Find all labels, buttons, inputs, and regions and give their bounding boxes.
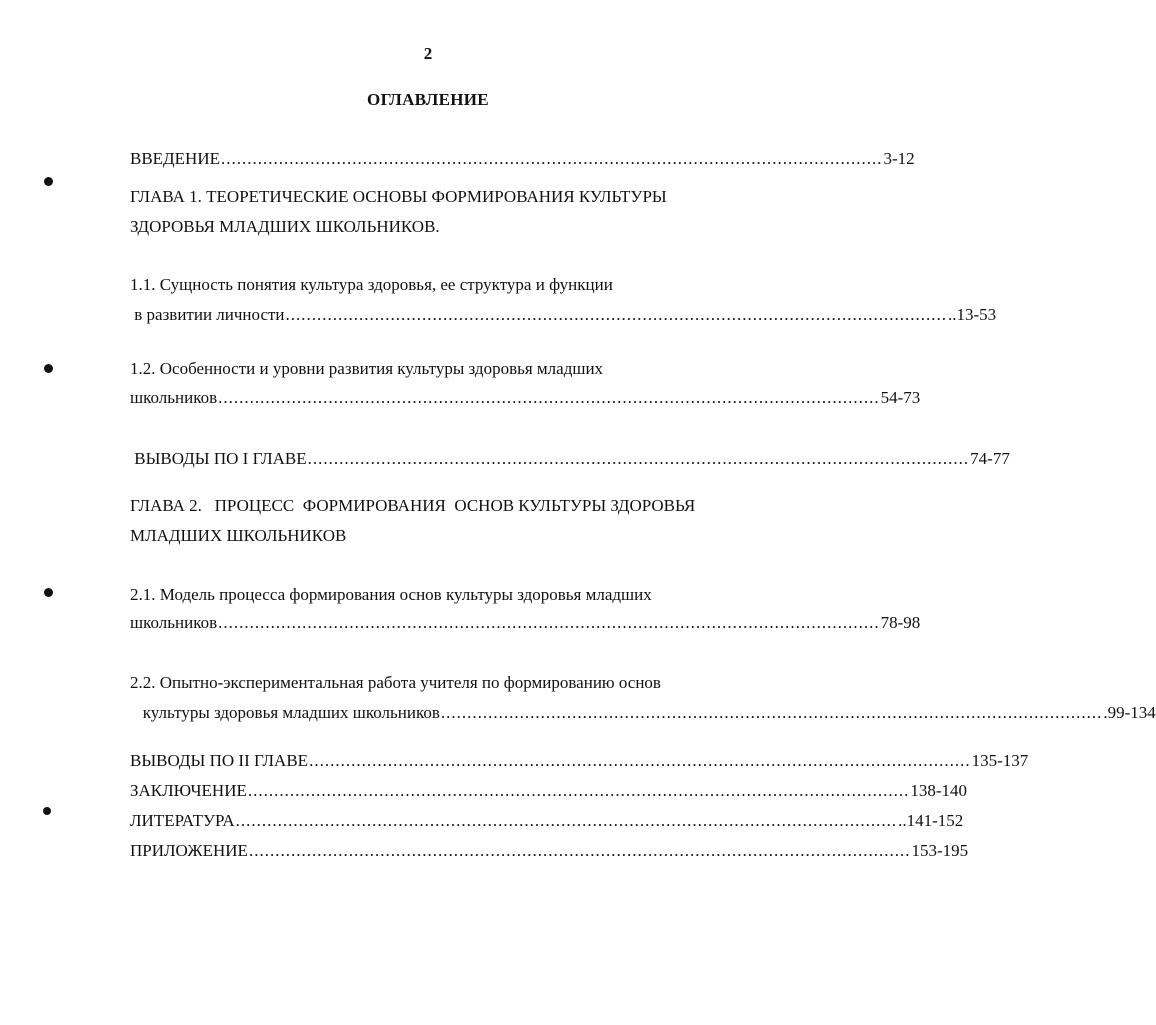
binder-hole-mark — [44, 364, 53, 373]
toc-section-1-2-line1[interactable]: 1.2. Особенности и уровни развития культуры здоровья младших — [130, 359, 604, 378]
toc-entry-pages: 153-195 — [911, 841, 969, 860]
toc-section-2-1-line1[interactable]: 2.1. Модель процесса формирования основ культуры здоровья младших — [130, 585, 652, 604]
toc-section-1-1[interactable] — [130, 304, 997, 326]
page-number: 2 — [423, 44, 433, 63]
toc-chapter2-line2[interactable]: МЛАДШИХ ШКОЛЬНИКОВ — [130, 526, 347, 545]
toc-section-2-1[interactable] — [130, 612, 921, 634]
binder-hole-mark — [44, 588, 53, 597]
leader-dots: .............................................................................................................................. — [235, 811, 898, 830]
toc-entry-label: ВЫВОДЫ ПО I ГЛАВЕ — [130, 449, 307, 468]
toc-section-1-1-line1[interactable]: 1.1. Сущность понятия культура здоровья, ее структура и функции — [130, 275, 613, 294]
toc-entry-label: ВВЕДЕНИЕ — [130, 149, 220, 168]
toc-entry-conclusions-1[interactable] — [130, 448, 1010, 470]
toc-entry-conclusions-2[interactable] — [130, 750, 1029, 772]
toc-entry-label: ВЫВОДЫ ПО II ГЛАВЕ — [130, 751, 309, 770]
toc-entry-pages: ..141-152 — [898, 811, 964, 830]
toc-chapter2-line1[interactable]: ГЛАВА 2. ПРОЦЕСС ФОРМИРОВАНИЯ ОСНОВ КУЛЬТУРЫ ЗДОРОВЬЯ — [130, 496, 696, 515]
toc-section-2-2[interactable] — [130, 702, 1156, 724]
toc-entry-label: культуры здоровья младших школьников — [130, 703, 440, 722]
toc-section-2-2-line1[interactable]: 2.2. Опытно-экспериментальная работа учителя по формированию основ — [130, 673, 661, 692]
toc-entry-pages: 54-73 — [880, 388, 921, 407]
toc-entry-pages: 3-12 — [883, 149, 915, 168]
leader-dots: .............................................................................................................................. — [440, 703, 1103, 722]
toc-entry-pages: 138-140 — [910, 781, 968, 800]
toc-entry-pages: .99-134 — [1103, 703, 1156, 722]
toc-entry-conclusion[interactable] — [130, 780, 968, 802]
toc-entry-label: в развитии личности — [130, 305, 285, 324]
leader-dots: .............................................................................................................................. — [309, 751, 971, 770]
toc-entry-intro[interactable] — [130, 148, 915, 170]
binder-hole-mark — [44, 177, 53, 186]
leader-dots: .............................................................................................................................. — [247, 781, 910, 800]
toc-chapter1-line2[interactable]: ЗДОРОВЬЯ МЛАДШИХ ШКОЛЬНИКОВ. — [130, 217, 440, 236]
toc-entry-pages: ..13-53 — [948, 305, 997, 324]
toc-section-1-2[interactable] — [130, 387, 921, 409]
toc-entry-literature[interactable] — [130, 810, 964, 832]
toc-entry-pages: 78-98 — [880, 613, 921, 632]
binder-hole-mark — [43, 807, 51, 815]
toc-entry-pages: 74-77 — [970, 449, 1010, 468]
toc-chapter1-line1[interactable]: ГЛАВА 1. ТЕОРЕТИЧЕСКИЕ ОСНОВЫ ФОРМИРОВАНИЯ КУЛЬТУРЫ — [130, 187, 667, 206]
leader-dots: .............................................................................................................................. — [218, 388, 880, 407]
leader-dots: .............................................................................................................................. — [218, 613, 880, 632]
leader-dots: .............................................................................................................................. — [248, 841, 911, 860]
toc-entry-pages: 135-137 — [971, 751, 1029, 770]
page-title: ОГЛАВЛЕНИЕ — [367, 90, 489, 109]
toc-entry-label: ЗАКЛЮЧЕНИЕ — [130, 781, 247, 800]
toc-entry-label: ПРИЛОЖЕНИЕ — [130, 841, 248, 860]
leader-dots: .............................................................................................................................. — [307, 449, 970, 468]
toc-entry-label: школьников — [130, 388, 218, 407]
leader-dots: .............................................................................................................................. — [220, 149, 883, 168]
leader-dots: .............................................................................................................................. — [285, 305, 948, 324]
toc-entry-label: ЛИТЕРАТУРА — [130, 811, 235, 830]
toc-entry-appendix[interactable] — [130, 840, 969, 862]
toc-entry-label: школьников — [130, 613, 218, 632]
